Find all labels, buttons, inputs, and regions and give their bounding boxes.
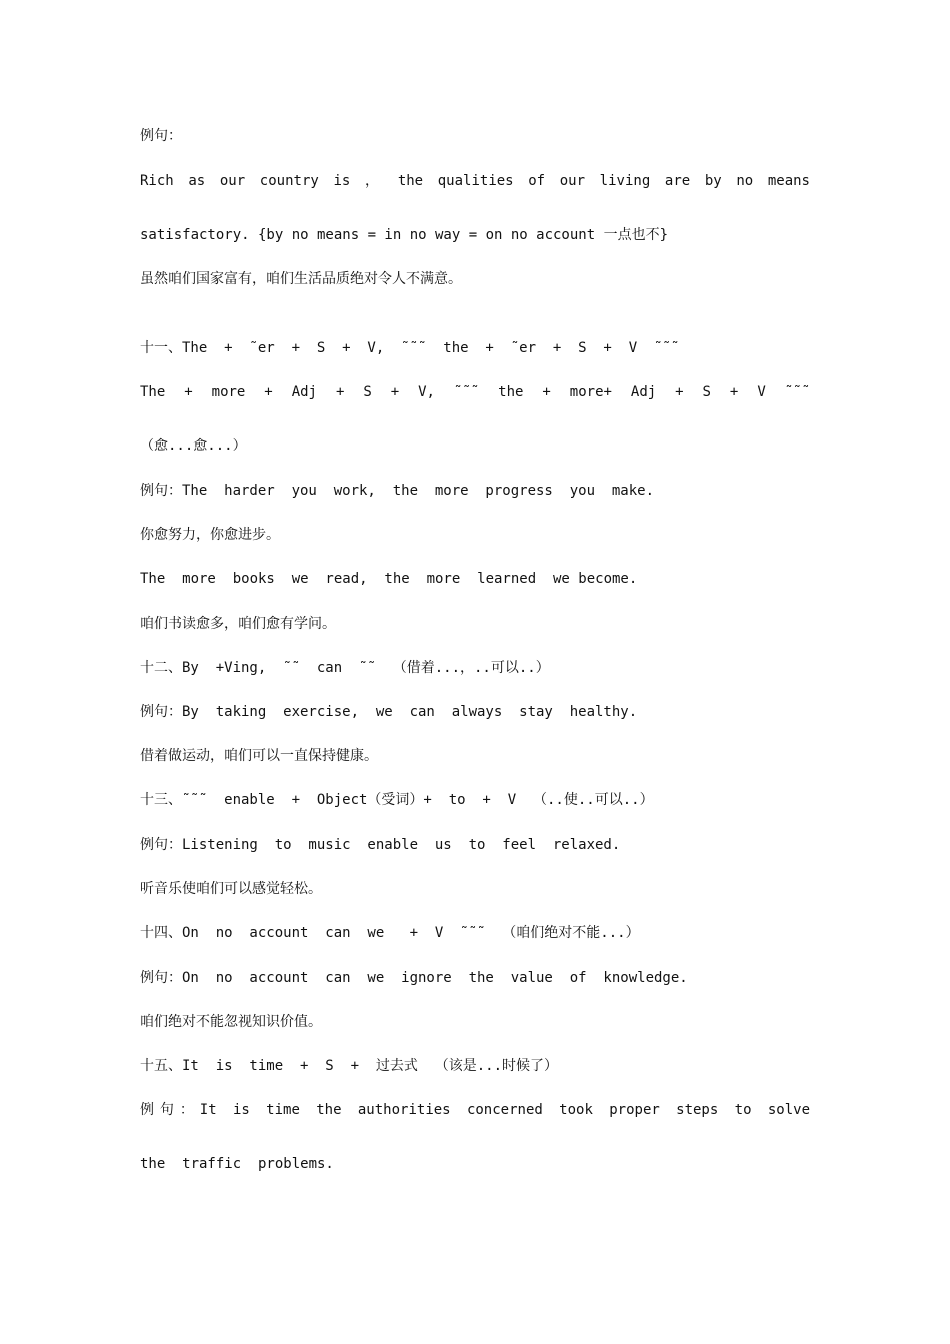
section-15-example-continuation: the traffic problems. [140, 1156, 334, 1172]
section-12-heading: 十二、By +Ving, ˜˜ can ˜˜ （借着...，..可以..） [140, 660, 550, 676]
section-14-heading: 十四、On no account can we + V ˜˜˜ （咱们绝对不能...） [140, 925, 640, 941]
example-sentence-line: Rich as our country is ， the qualities of our living are by no means [140, 173, 810, 189]
section-11-meaning: （愈...愈...） [140, 438, 247, 454]
section-11-translation-1: 你愈努力，你愈进步。 [140, 527, 280, 543]
section-13-heading: 十三、˜˜˜ enable + Object（受词）+ to + V （..使..可以..） [140, 792, 654, 808]
section-13-example: 例句：Listening to music enable us to feel relaxed. [140, 837, 621, 853]
section-12-example: 例句：By taking exercise, we can always stay healthy. [140, 704, 638, 720]
section-11-translation-2: 咱们书读愈多，咱们愈有学问。 [140, 616, 336, 632]
section-11-pattern: The + more + Adj + S + V, ˜˜˜ the + more+ Adj + S + V ˜˜˜ [140, 384, 810, 400]
section-12-translation: 借着做运动，咱们可以一直保持健康。 [140, 748, 378, 764]
section-14-translation: 咱们绝对不能忽视知识价值。 [140, 1014, 322, 1030]
section-11-example-2: The more books we read, the more learned we become. [140, 571, 638, 587]
section-14-example: 例句：On no account can we ignore the value of knowledge. [140, 970, 688, 986]
example-sentence-continuation: satisfactory. {by no means = in no way = on no account 一点也不} [140, 227, 669, 243]
section-13-translation: 听音乐使咱们可以感觉轻松。 [140, 881, 322, 897]
section-11-example-1: 例句：The harder you work, the more progress you make. [140, 483, 655, 499]
section-11-heading: 十一、The + ˜er + S + V, ˜˜˜ the + ˜er + S + V ˜˜˜ [140, 340, 680, 356]
section-15-heading: 十五、It is time + S + 过去式 （该是...时候了） [140, 1058, 559, 1074]
example-label: 例句： [140, 128, 182, 144]
translation-line: 虽然咱们国家富有，咱们生活品质绝对令人不满意。 [140, 271, 462, 287]
section-15-example: 例句：It is time the authorities concerned took proper steps to solve [140, 1102, 810, 1118]
